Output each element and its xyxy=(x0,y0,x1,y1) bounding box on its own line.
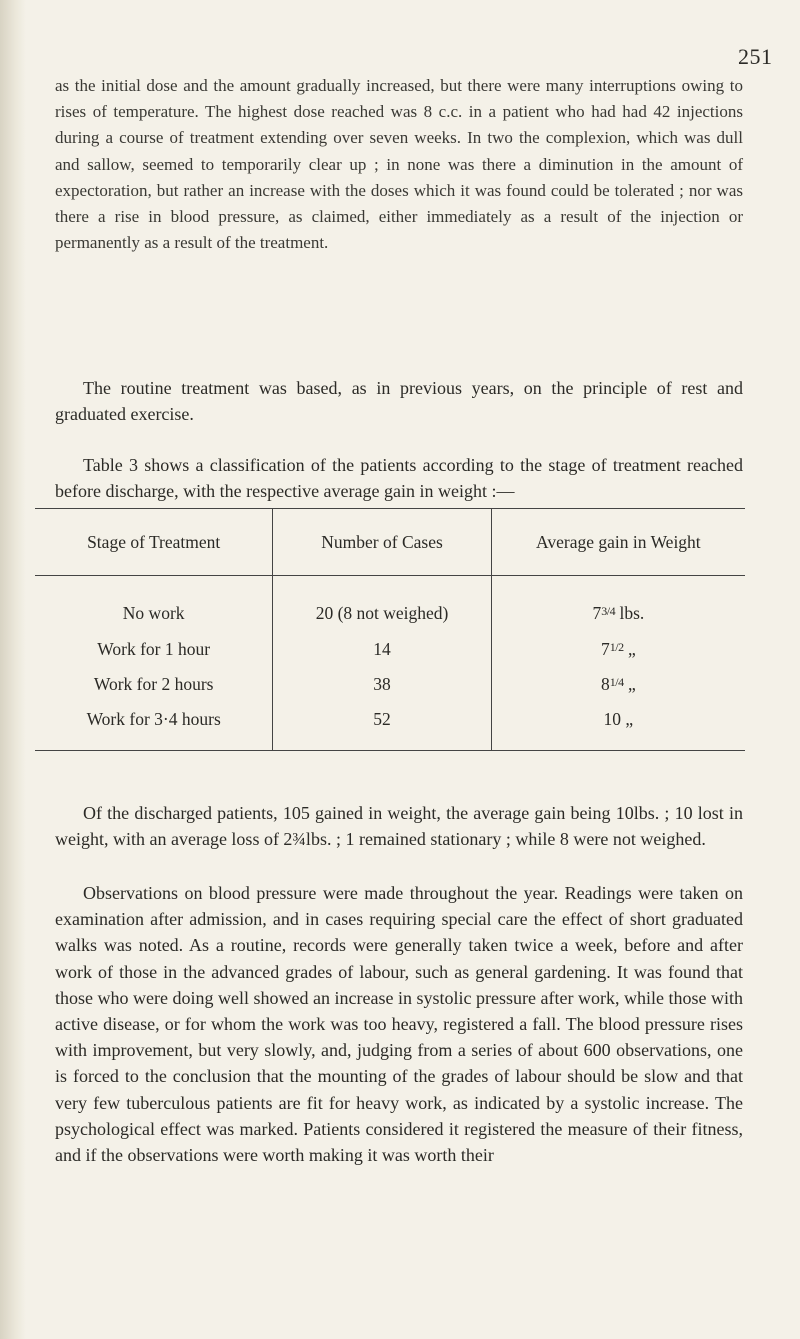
gain-integer: 7 xyxy=(601,639,610,659)
cell-gain xyxy=(491,632,745,667)
gain-fraction: 1/2 xyxy=(609,640,624,654)
gain-integer: 8 xyxy=(601,674,610,694)
page-number: 251 xyxy=(738,44,773,69)
cell-cases: 14 xyxy=(273,632,491,667)
cell-gain xyxy=(491,576,745,633)
paragraph-injection-results: as the initial dose and the amount gradually increased, but there were many interruptions owing to rises of temperature. The highest dose reached was 8 c.c. in a patient who had had 42 injections during a course of treatment extending over seven weeks. In two the complexion, which was dull and sallow, seemed to temporarily clear up ; in none was there a diminution in the amount of expectoration, but rather an increase with the doses which it was found could be tolerated ; nor was there a rise in blood pressure, as claimed, either immediately as a result of the injection or permanently as a result of the treatment. xyxy=(55,76,743,253)
paragraph-blood-pressure: Observations on blood pressure were made throughout the year. Readings were taken on examination after admission, and in cases requiring special care the effect of short graduated walks was noted. As a routine, records were generally taken twice a week, before and after work of those in the advanced grades of labour, such as general gardening. It was found that those who were doing well showed an increase in systolic pressure after work, while those with active disease, or for whom the work was too heavy, registered a fall. The blood pressure rises with improvement, but very slowly, and, judging from a series of about 600 observations, one is forced to the conclusion that the mounting of the grades of labour should be slow and that very few tuberculous patients are fit for heavy work, as indicated by a systolic increase. The psychological effect was marked. Patients considered it registered the measure of their fitness, and if the observations were worth making it was worth their xyxy=(55,883,743,1166)
table-row xyxy=(35,576,745,633)
header-stage: Stage of Treatment xyxy=(35,509,273,576)
header-cases: Number of Cases xyxy=(273,509,491,576)
cell-gain xyxy=(491,667,745,702)
header-gain: Average gain in Weight xyxy=(491,509,745,576)
table-row xyxy=(35,632,745,667)
cell-gain xyxy=(491,702,745,751)
cell-cases: 20 (8 not weighed) xyxy=(273,576,491,633)
paragraph-table-intro: Table 3 shows a classification of the patients according to the stage of treatment reached before discharge, with the respective average gain in weight :— xyxy=(55,455,743,502)
weight-gain-table xyxy=(35,508,745,751)
table-row xyxy=(35,667,745,702)
gain-unit: lbs. xyxy=(619,602,645,623)
gain-unit: „ xyxy=(627,639,636,659)
gain-unit: „ xyxy=(627,674,636,694)
gain-unit: „ xyxy=(625,708,634,729)
table-row xyxy=(35,702,745,751)
paragraph-routine-treatment: The routine treatment was based, as in previous years, on the principle of rest and graduated exercise. xyxy=(55,378,743,425)
cell-cases: 38 xyxy=(273,667,491,702)
cell-stage: No work xyxy=(122,602,185,623)
cell-stage: Work for 3·4 hours xyxy=(35,702,273,751)
cell-stage: Work for 1 hour xyxy=(97,639,211,659)
gain-integer: 7 xyxy=(592,602,602,623)
page-binding-edge xyxy=(0,0,26,1339)
gain-fraction: 1/4 xyxy=(609,675,624,689)
paragraph-discharged-patients: Of the discharged patients, 105 gained in weight, the average gain being 10lbs. ; 10 lost in weight, with an average loss of 2¾lbs. ; 1 remained stationary ; while 8 were not weighed. xyxy=(55,803,743,850)
gain-integer: 10 xyxy=(603,708,622,729)
cell-stage: Work for 2 hours xyxy=(93,674,214,694)
cell-cases: 52 xyxy=(273,702,491,751)
gain-fraction: 3/4 xyxy=(601,603,616,618)
table-header-row xyxy=(35,509,745,576)
